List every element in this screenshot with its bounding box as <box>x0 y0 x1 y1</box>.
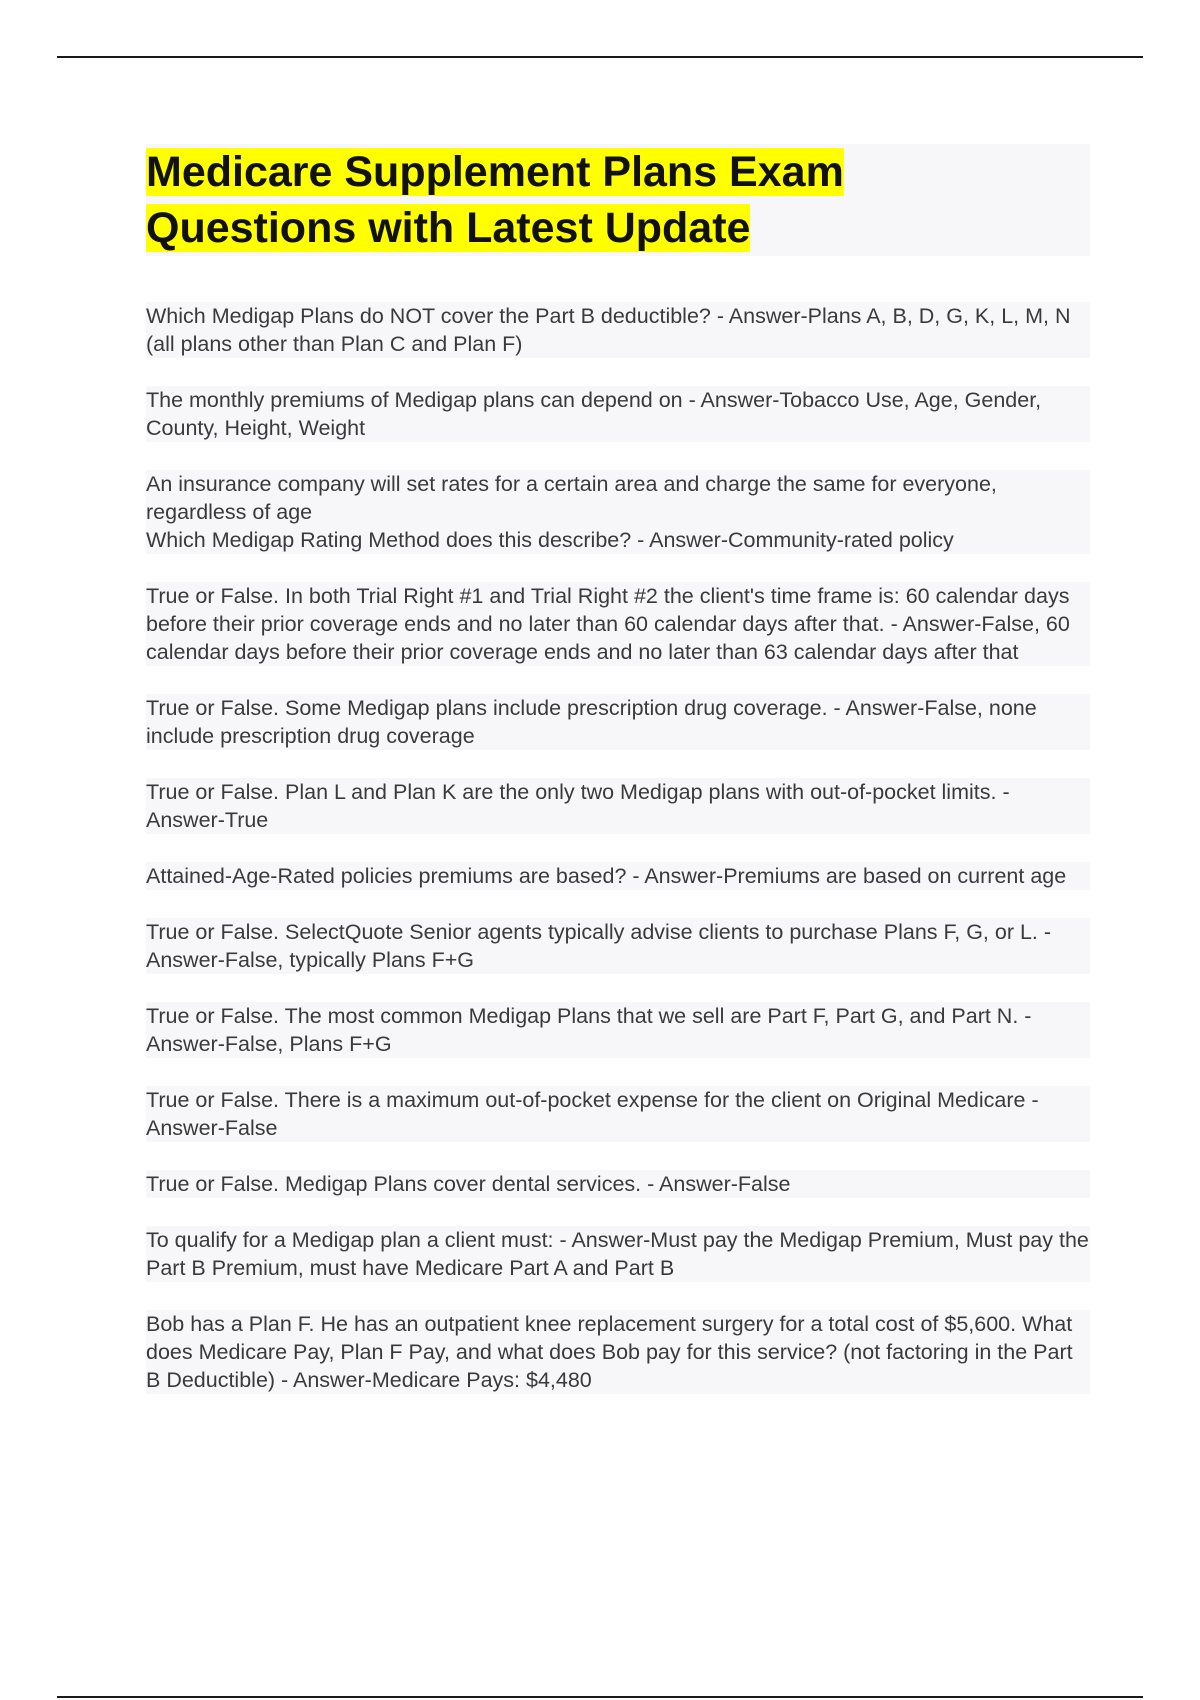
qa-item <box>146 582 1090 666</box>
qa-item <box>146 1002 1090 1058</box>
answer-text: False, none include prescription drug coverage <box>146 696 1043 748</box>
qa-item <box>146 1170 1090 1198</box>
title-block <box>146 144 1090 256</box>
question-text: Bob has a Plan F. He has an outpatient knee replacement surgery for a total cost of $5,600. What does Medicare Pay, Plan F Pay, and what does Bob pay for this service? (not factoring in the Part B Deductible) - Answer- <box>146 1312 1079 1392</box>
qa-item <box>146 862 1090 890</box>
question-text: True or False. Medigap Plans cover dental services. - Answer- <box>146 1172 738 1196</box>
title-line-2: Questions with Latest Update <box>146 204 751 252</box>
question-text: True or False. The most common Medigap Plans that we sell are Part F, Part G, and Part N. - Answer- <box>146 1004 1037 1056</box>
answer-text: False <box>737 1172 791 1196</box>
qa-item <box>146 778 1090 834</box>
question-text: True or False. SelectQuote Senior agents typically advise clients to purchase Plans F, G, or L. - Answer- <box>146 920 1056 972</box>
question-text: Attained-Age-Rated policies premiums are based? - Answer- <box>146 864 724 888</box>
qa-item <box>146 1226 1095 1282</box>
answer-text: False, typically Plans F+G <box>224 948 474 972</box>
qa-item <box>146 1310 1090 1394</box>
answer-text: False, Plans F+G <box>224 1032 392 1056</box>
question-text: Which Medigap Plans do NOT cover the Part B deductible? - Answer- <box>146 304 808 328</box>
answer-text: Plans A, B, D, G, K, L, M, N (all plans other than Plan C and Plan F) <box>146 304 1077 356</box>
qa-item <box>146 386 1090 442</box>
question-text: An insurance company will set rates for a certain area and charge the same for everyone, regardless of age Which Medigap Rating Method does this describe? - Answer- <box>146 472 997 552</box>
qa-item <box>146 302 1090 358</box>
answer-text: Premiums are based on current age <box>723 864 1067 888</box>
qa-list <box>146 302 1095 1394</box>
answer-text: False <box>224 1116 278 1140</box>
answer-text: Community-rated policy <box>727 528 954 552</box>
qa-item <box>146 1086 1090 1142</box>
top-rule <box>57 56 1143 58</box>
qa-item <box>146 470 1090 554</box>
question-text: True or False. Some Medigap plans include prescription drug coverage. - Answer- <box>146 696 925 720</box>
question-text: True or False. Plan L and Plan K are the only two Medigap plans with out-of-pocket limits. - Answer- <box>146 780 1015 832</box>
answer-text: Medicare Pays: $4,480 <box>371 1368 592 1392</box>
answer-text: False, 60 calendar days before their prior coverage ends and no later than 63 calendar days after that <box>146 612 1076 664</box>
answer-text: True <box>224 808 269 832</box>
bottom-rule <box>57 1696 1143 1698</box>
question-text: To qualify for a Medigap plan a client must: - Answer- <box>146 1228 651 1252</box>
title-line-1: Medicare Supplement Plans Exam <box>146 148 844 196</box>
answer-text: Must pay the Medigap Premium, Must pay the Part B Premium, must have Medicare Part A and Part B <box>146 1228 1095 1280</box>
document-body <box>146 144 1095 1422</box>
document-title <box>146 144 1090 256</box>
question-text: The monthly premiums of Medigap plans can depend on - Answer- <box>146 388 780 412</box>
qa-item <box>146 918 1090 974</box>
question-text: True or False. In both Trial Right #1 and Trial Right #2 the client's time frame is: 60 calendar days before their prior coverage ends and no later than 60 calendar days after that. - Answer- <box>146 584 1076 636</box>
question-text: True or False. There is a maximum out-of-pocket expense for the client on Original Medicare - Answer- <box>146 1088 1044 1140</box>
answer-text: Tobacco Use, Age, Gender, County, Height, Weight <box>146 388 1048 440</box>
qa-item <box>146 694 1090 750</box>
